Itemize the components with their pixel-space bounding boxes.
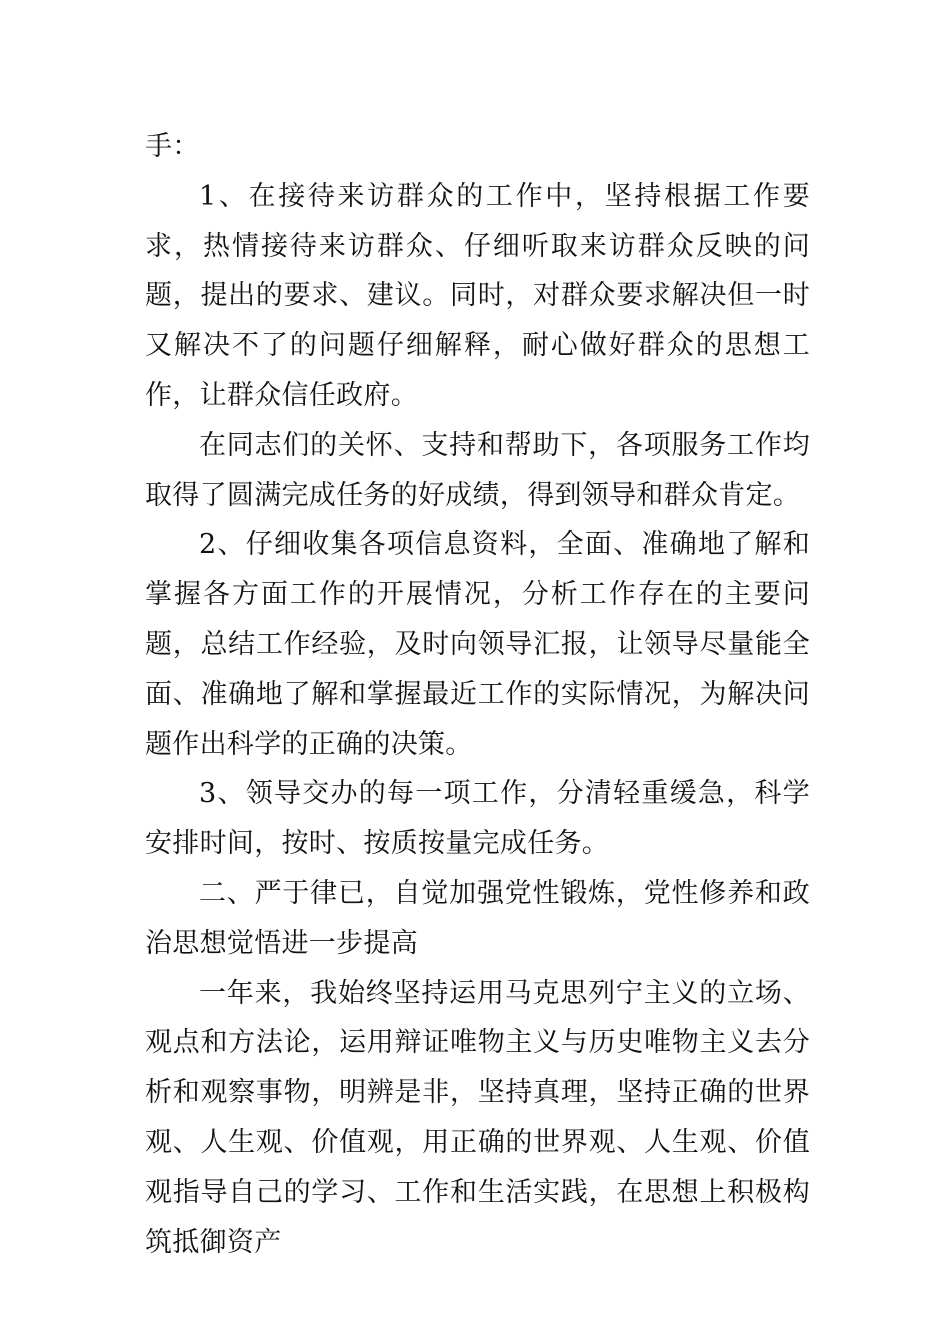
- paragraph-item-2: 2、仔细收集各项信息资料，全面、准确地了解和掌握各方面工作的开展情况，分析工作存在的主要问题，总结工作经验，及时向领导汇报，让领导尽量能全面、准确地了解和掌握最近工作的实际情况，为解决问题作出科学的正确的决策。: [145, 529, 810, 760]
- paragraph-section-2-body: 一年来，我始终坚持运用马克思列宁主义的立场、观点和方法论，运用辩证唯物主义与历史唯物主义去分析和观察事物，明辨是非，坚持真理，坚持正确的世界观、人生观、价值观，用正确的世界观、人生观、价值观指导自己的学习、工作和生活实践，在思想上积极构筑抵御资产: [145, 977, 810, 1258]
- paragraph-item-1: 1、在接待来访群众的工作中，坚持根据工作要求，热情接待来访群众、仔细听取来访群众反映的问题，提出的要求、建议。同时，对群众要求解决但一时又解决不了的问题仔细解释，耐心做好群众的思想工作，让群众信任政府。: [145, 180, 810, 411]
- paragraph-fragment-intro: 手：: [145, 131, 200, 162]
- section-heading-2: 二、严于律已，自觉加强党性锻炼，党性修养和政治思想觉悟进一步提高: [145, 877, 810, 959]
- document-body: [145, 122, 810, 1267]
- paragraph-acknowledgement: 在同志们的关怀、支持和帮助下，各项服务工作均取得了圆满完成任务的好成绩，得到领导和群众肯定。: [145, 429, 810, 511]
- paragraph-item-3: 3、领导交办的每一项工作，分清轻重缓急，科学安排时间，按时、按质按量完成任务。: [145, 778, 810, 860]
